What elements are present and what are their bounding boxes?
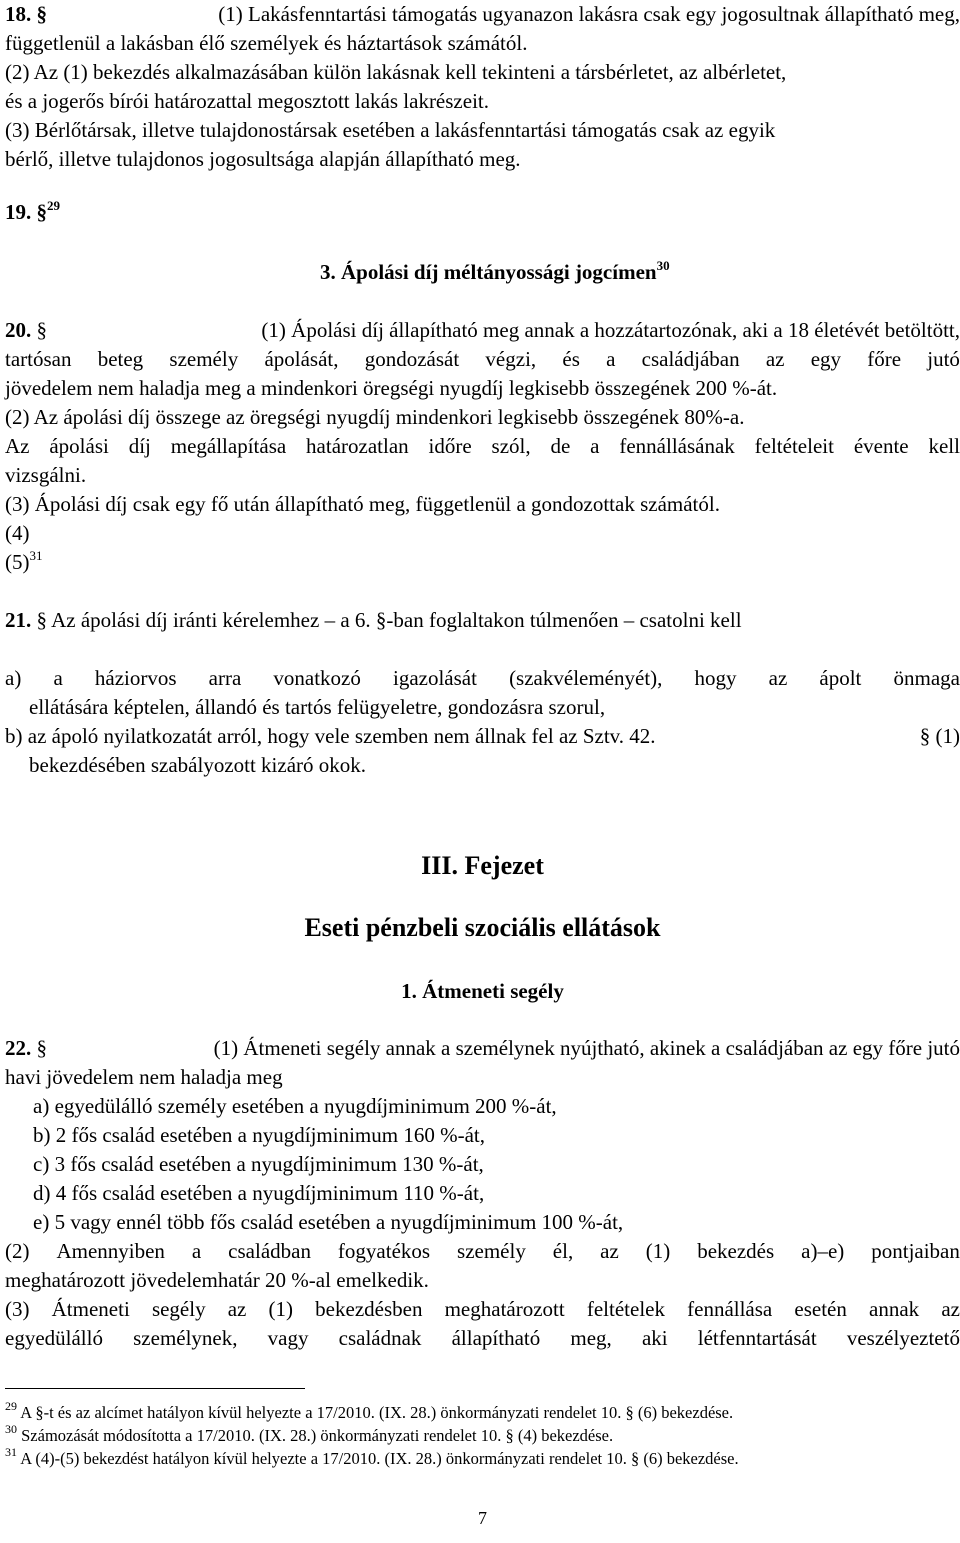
text-line: havi jövedelem nem haladja meg	[5, 1065, 283, 1089]
section-number: 20.	[5, 318, 32, 342]
footnote-29: $^{29}$ A §-t és az alcímet hatályon kívül helyezte a 17/2010. (IX. 28.) önkormányzati rendelet 10. § (6) bekezdése.	[5, 1399, 734, 1422]
page-number: 7	[478, 1508, 487, 1528]
chapter-heading: III. Fejezet	[421, 851, 544, 880]
text-line: (1) Lakásfenntartási támogatás ugyanazon lakásra csak egy jogosultnak állapítható meg,	[218, 2, 960, 26]
text-line: -ban foglaltakon túlmenően – csatolni kell	[386, 608, 742, 632]
s20-line-1	[5, 316, 960, 345]
text-line: (1) Átmeneti segély annak a személynek nyújtható, akinek a családjában az egy főre jutó	[213, 1036, 960, 1060]
s19-heading	[5, 198, 60, 227]
paragraph-5: $(5)^{31}$	[5, 548, 43, 574]
text-line: (3) Ápolási díj csak egy fő után állapítható meg, függetlenül a gondozottak számától.	[5, 492, 720, 516]
list-item-d: d) 4 fős család esetében a nyugdíjminimum 110 %-át,	[33, 1181, 485, 1205]
section-sign: §	[36, 318, 47, 342]
text-line: meghatározott jövedelemhatár 20 %-al emelkedik.	[5, 1268, 429, 1292]
footnote-30: $^{30}$ Számozását módosította a 17/2010. (IX. 28.) önkormányzati rendelet 10. § (4) bekezdése.	[5, 1422, 614, 1445]
section-sign: §	[36, 608, 47, 632]
text-line: (2) Az ápolási díj összege az öregségi nyugdíj mindenkori legkisebb összegének 80%-a.	[5, 405, 745, 429]
footnote-separator	[5, 1388, 305, 1389]
s22-line-1	[5, 1034, 960, 1063]
chapter-title: Eseti pénzbeli szociális ellátások	[304, 913, 661, 942]
section-number: 22.	[5, 1036, 32, 1060]
text-line: (1) Ápolási díj állapítható meg annak a hozzátartozónak, aki a 18 életévét betöltött,	[261, 318, 960, 342]
list-item-b: b) 2 fős család esetében a nyugdíjminimum 160 %-át,	[33, 1123, 485, 1147]
text-line: (2) Az (1) bekezdés alkalmazásában külön lakásnak kell tekinteni a társbérletet, az albérletet,	[5, 60, 787, 84]
list-item-b-cont: bekezdésében szabályozott kizáró okok.	[29, 753, 367, 777]
section-sign: §	[36, 1036, 47, 1060]
text-line: (3) Bérlőtársak, illetve tulajdonostársak esetében a lakásfenntartási támogatás csak az egyik	[5, 118, 776, 142]
footnote-ref-29[interactable]: 29	[47, 198, 60, 213]
text-line: egyedülálló személynek, vagy családnak állapítható meg, aki létfenntartását veszélyeztető	[5, 1326, 960, 1350]
section-number: 18.	[5, 2, 32, 26]
text-line: (2) Amennyiben a családban fogyatékos személy él, az (1) bekezdés a)–e) pontjaiban	[5, 1239, 960, 1263]
footnote-31: $^{31}$ A (4)-(5) bekezdést hatályon kívül helyezte a 17/2010. (IX. 28.) önkormányzati rendelet 10. § (6) bekezdése.	[5, 1445, 739, 1468]
text-line: Az ápolási díj iránti kérelemhez – a 6.	[51, 608, 371, 632]
text-line: függetlenül a lakásban élő személyek és háztartások számától.	[5, 31, 528, 55]
section-sign: §	[375, 608, 387, 632]
subsection-heading-3: 3. Ápolási díj méltányossági jogcímen$^{30}$	[320, 258, 670, 284]
footnote-ref-30[interactable]: 30	[656, 258, 670, 273]
text-line: jövedelem nem haladja meg a mindenkori öregségi nyugdíj legkisebb összegének 200 %-át.	[5, 376, 778, 400]
list-item-a: a) egyedülálló személy esetében a nyugdíjminimum 200 %-át,	[33, 1094, 557, 1118]
footnote-ref-31[interactable]: 31	[29, 548, 43, 563]
section-number: 21.	[5, 608, 32, 632]
subsection-heading-1: 1. Átmeneti segély	[401, 979, 564, 1003]
section-number: 19.	[5, 200, 32, 224]
text-line: bérlő, illetve tulajdonos jogosultsága alapján állapítható meg.	[5, 147, 521, 171]
list-item-a-cont: ellátására képtelen, állandó és tartós felügyeletre, gondozásra szorul,	[29, 695, 606, 719]
list-item-c: c) 3 fős család esetében a nyugdíjminimum 130 %-át,	[33, 1152, 484, 1176]
text-line: (3) Átmeneti segély az (1) bekezdésben meghatározott feltételek fennállása esetén annak az	[5, 1297, 960, 1321]
section-sign: §	[36, 2, 47, 26]
list-item-e: e) 5 vagy ennél több fős család esetében a nyugdíjminimum 100 %-át,	[33, 1210, 624, 1234]
text-line: (4)	[5, 521, 30, 545]
text-line: tartósan beteg személy ápolását, gondozását végzi, és a családjában az egy főre jutó	[5, 347, 960, 371]
text-line: vizsgálni.	[5, 463, 87, 487]
list-item-b: b) az ápoló nyilatkozatát arról, hogy vele szemben nem állnak fel az Sztv. 42. § (1)	[5, 724, 960, 748]
list-item-a: a) a háziorvos arra vonatkozó igazolását (szakvéleményét), hogy az ápolt önmaga	[5, 666, 960, 690]
text-line: és a jogerős bírói határozattal megosztott lakás lakrészeit.	[5, 89, 489, 113]
text-line: Az ápolási díj megállapítása határozatlan időre szól, de a fennállásának feltételeit évente kell	[5, 434, 960, 458]
section-sign: §	[36, 200, 47, 224]
section-sign: §	[919, 724, 931, 748]
s21-line-1	[5, 606, 742, 635]
s18-line-1	[5, 0, 960, 29]
